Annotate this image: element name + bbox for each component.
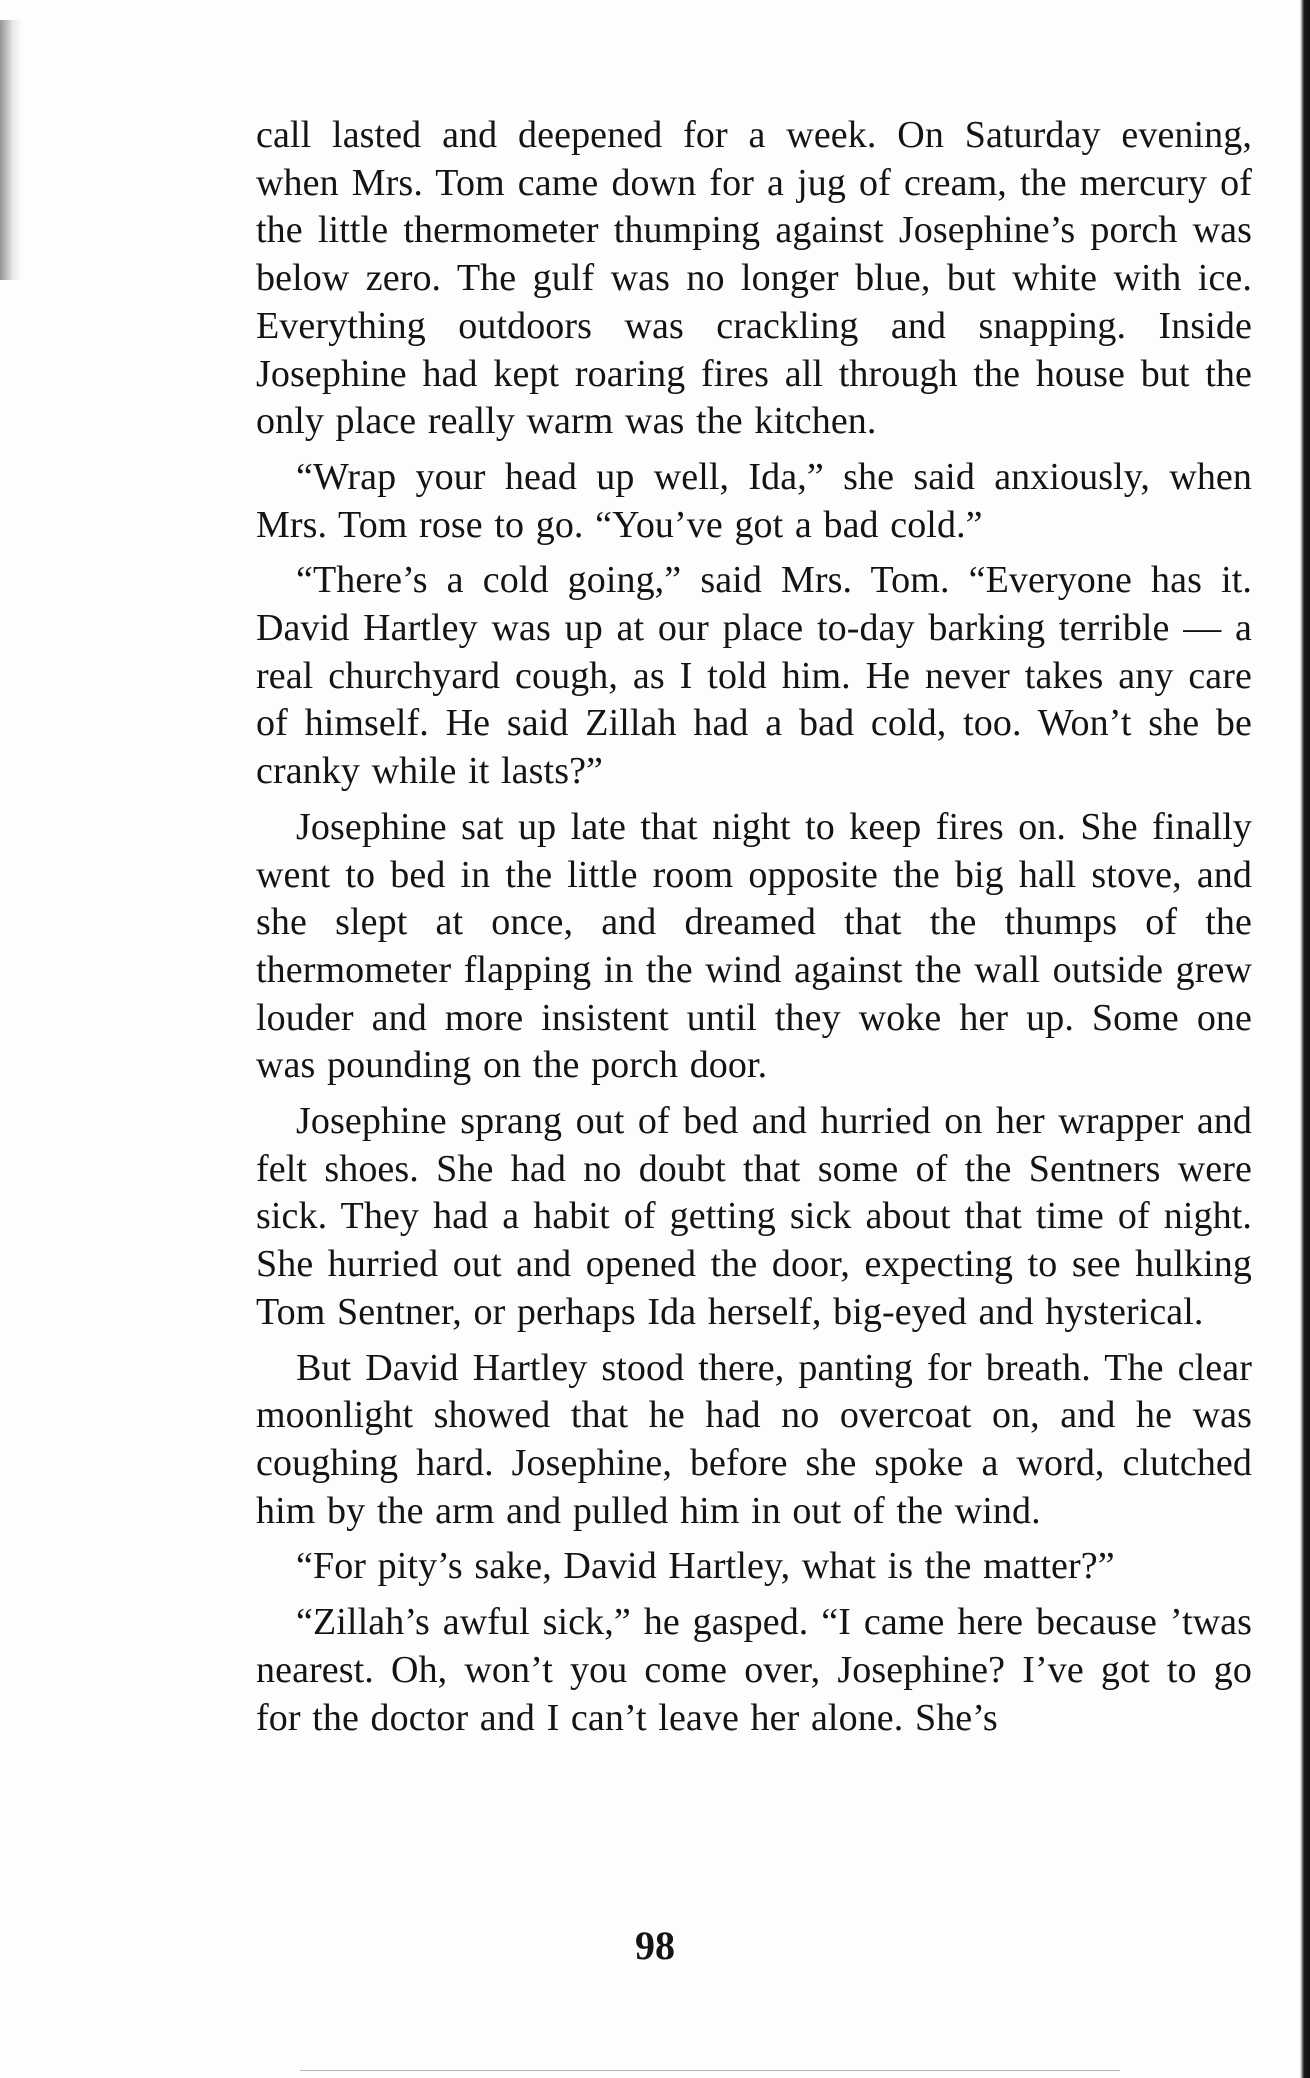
paragraph-1: call lasted and deepened for a week. On Saturday evening, when Mrs. Tom came down for a jug of cream, the mercury of the little thermometer thumping against Josephine’s porch was below zero. The gulf was no longer blue, but white with ice. Everything outdoors was crackling and snapping. Inside Josephine had kept roaring fires all through the house but the only place really warm was the kitchen. — [256, 114, 1252, 443]
paragraph-8: “Zillah’s awful sick,” he gasped. “I came here because ’twas nearest. Oh, won’t you come over, Josephine? I’ve got to go for the doctor and I can’t leave her alone. She’s — [256, 1601, 1252, 1739]
paragraph-6: But David Hartley stood there, panting for breath. The clear moonlight showed that he had no overcoat on, and he was coughing hard. Josephine, before she spoke a word, clutched him by the arm and pulled him in out of the wind. — [256, 1346, 1252, 1532]
page-number: 98 — [635, 1923, 675, 1968]
body-text — [256, 112, 1252, 1750]
paragraph-3: “There’s a cold going,” said Mrs. Tom. “Everyone has it. David Hartley was up at our place to-day barking terrible — a real churchyard cough, as I told him. He never takes any care of himself. He said Zillah had a bad cold, too. Won’t she be cranky while it lasts?” — [256, 559, 1252, 793]
paragraph-5: Josephine sprang out of bed and hurried on her wrapper and felt shoes. She had no doubt that some of the Sentners were sick. They had a habit of getting sick about that time of night. She hurried out and opened the door, expecting to see hulking Tom Sentner, or perhaps Ida herself, big-eyed and hysterical. — [256, 1100, 1252, 1333]
paragraph-4: Josephine sat up late that night to keep fires on. She finally went to bed in the little room opposite the big hall stove, and she slept at once, and dreamed that the thumps of the thermometer flapping in the wind against the wall outside grew louder and more insistent until they woke her up. Some one was pounding on the porch door. — [256, 805, 1252, 1087]
paragraph-2: “Wrap your head up well, Ida,” she said anxiously, when Mrs. Tom rose to go. “You’ve got a bad cold.” — [256, 455, 1252, 546]
binding-gutter-shadow — [0, 20, 22, 280]
bottom-rule-divider — [300, 2070, 1120, 2071]
page-edge-shadow — [1300, 0, 1310, 2078]
paragraph-7: “For pity’s sake, David Hartley, what is the matter?” — [296, 1545, 1115, 1588]
